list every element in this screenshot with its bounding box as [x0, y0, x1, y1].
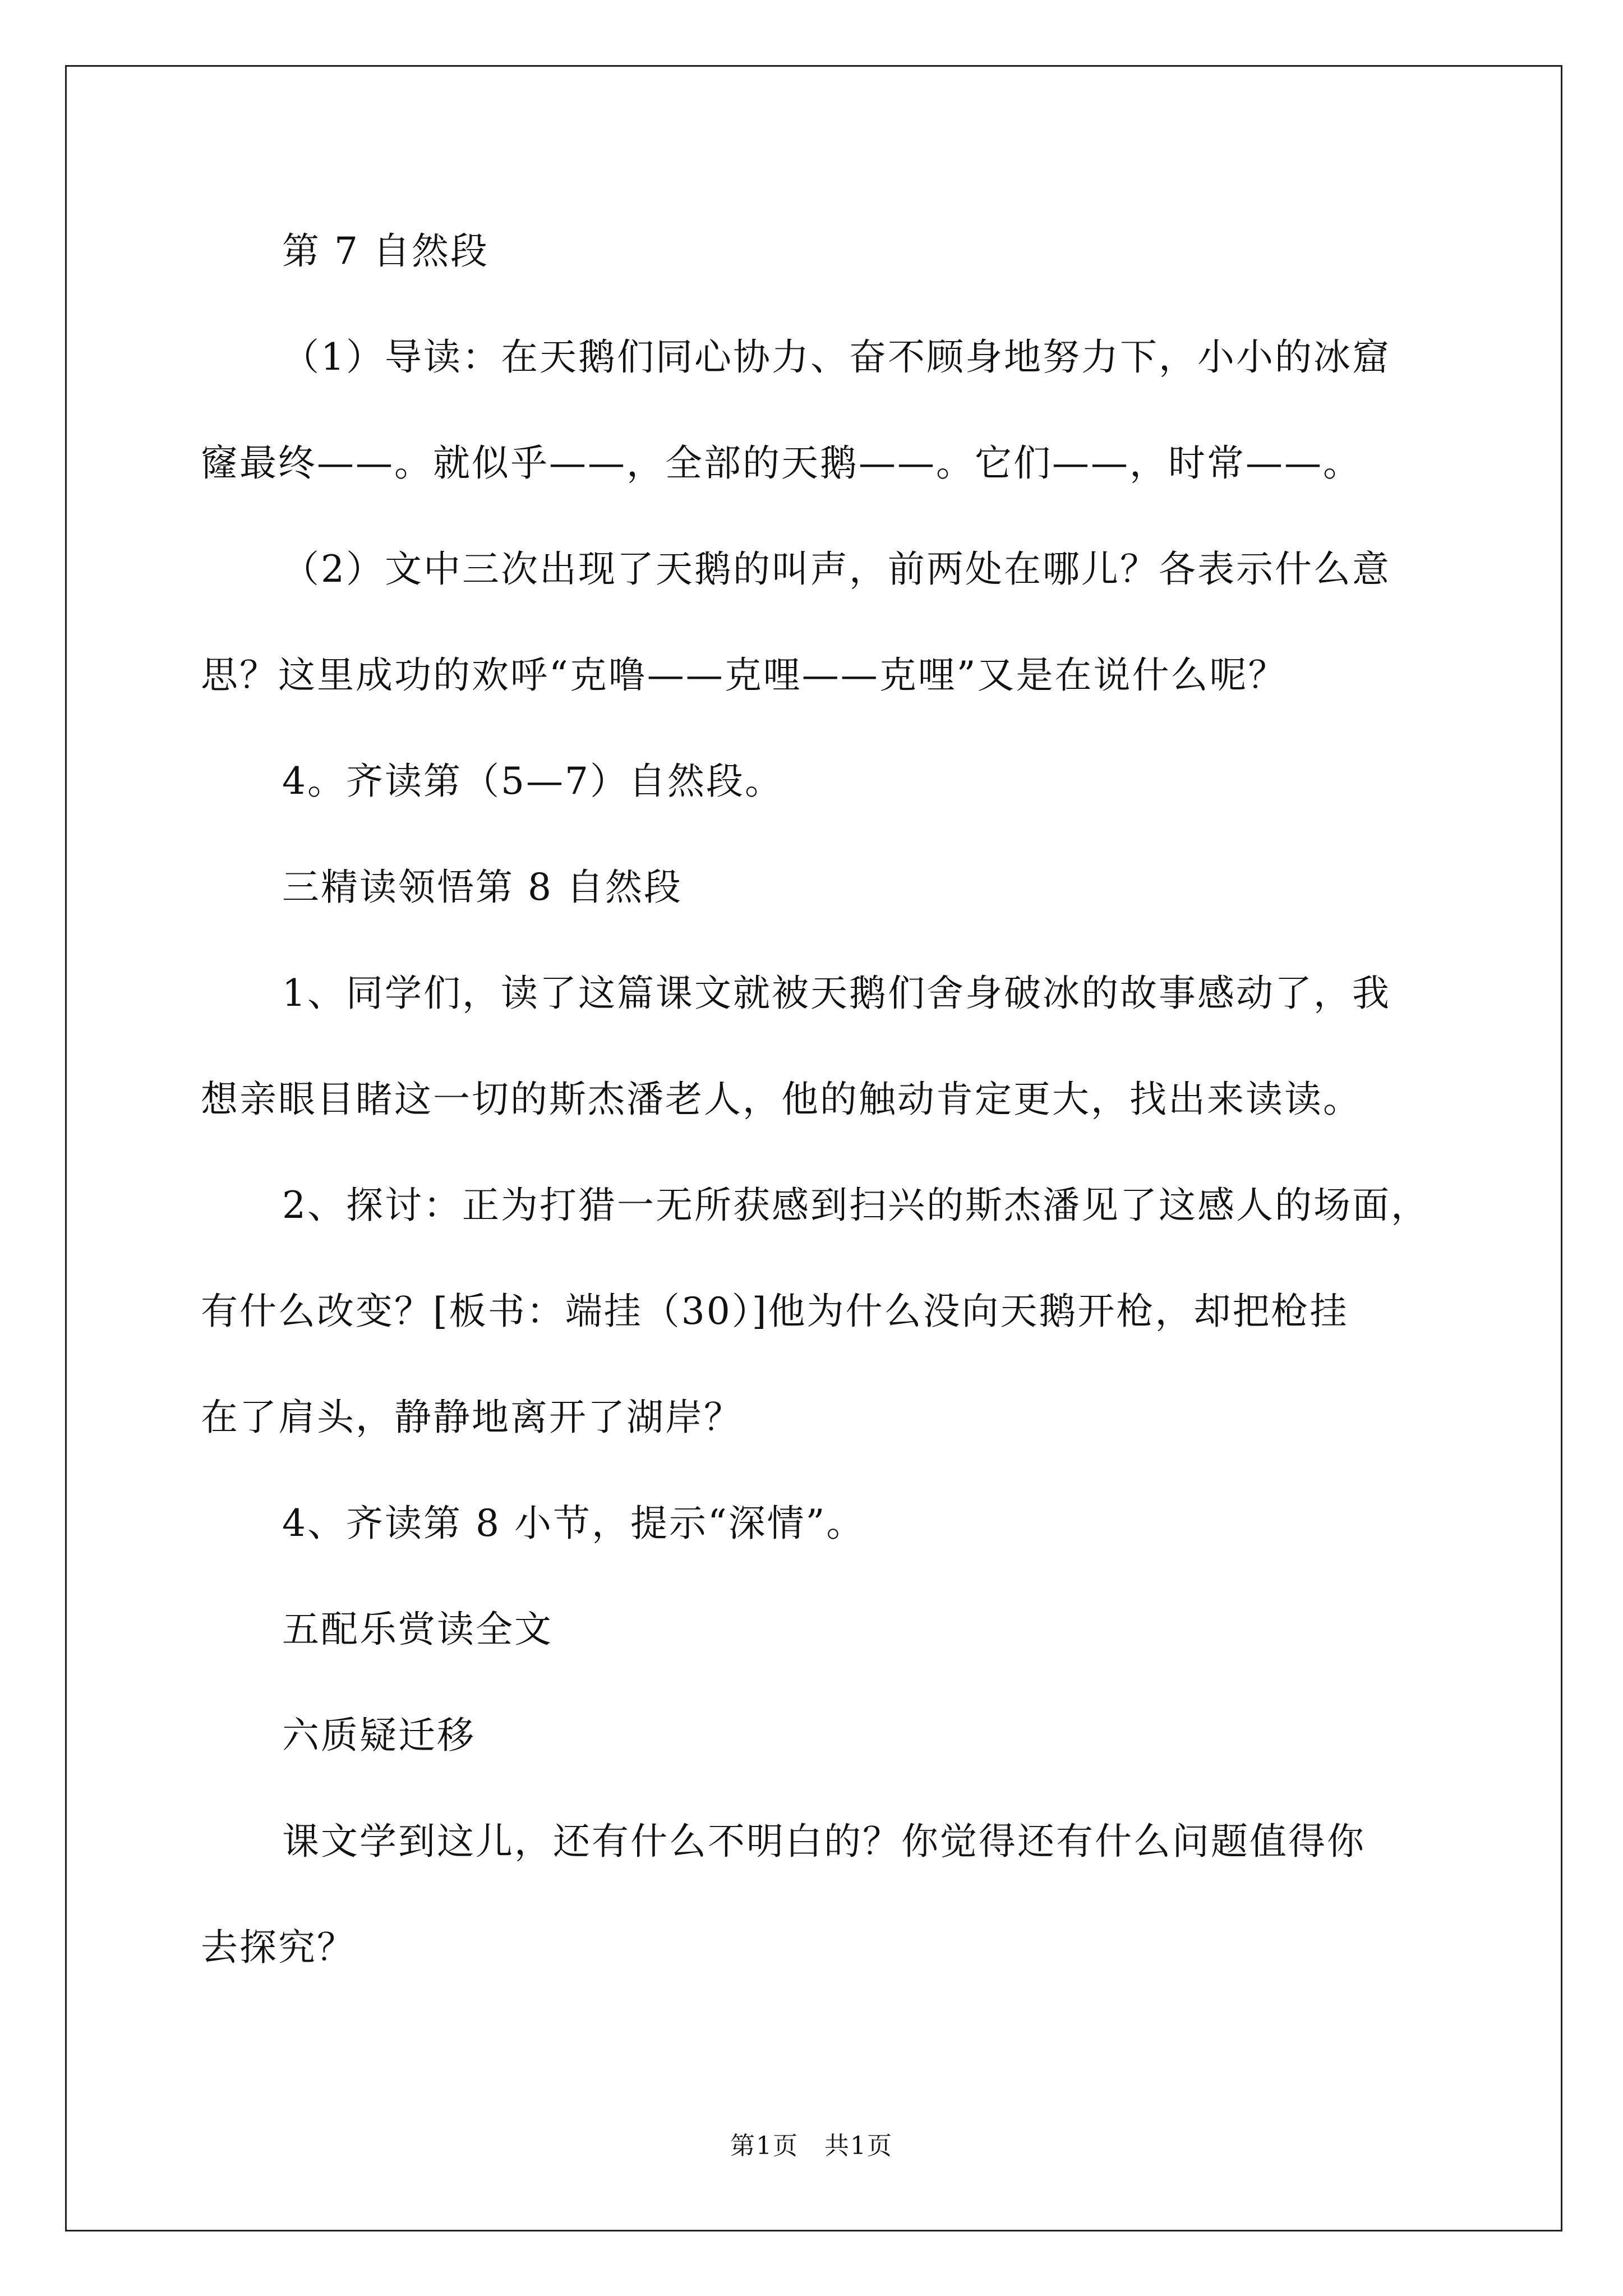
- paragraph-line: 4。齐读第（5—7）自然段。: [282, 760, 783, 803]
- paragraph-heading: 六质疑迁移: [282, 1714, 476, 1757]
- page-border: [65, 65, 1562, 2231]
- paragraph-line: （2）文中三次出现了天鹅的叫声，前两处在哪儿？各表示什么意: [282, 547, 1391, 591]
- paragraph-heading: 三精读领悟第 8 自然段: [282, 866, 683, 909]
- paragraph-line: 去探究？: [201, 1926, 356, 1969]
- paragraph-line: 思？这里成功的欢呼“克噜——克哩——克哩”又是在说什么呢？: [201, 654, 1287, 697]
- paragraph-line: 想亲眼目睹这一切的斯杰潘老人，他的触动肯定更大，找出来读读。: [201, 1078, 1362, 1121]
- page-number-footer: 第1页 共1页: [730, 2132, 893, 2160]
- paragraph-heading: 五配乐赏读全文: [282, 1608, 553, 1651]
- paragraph-line: 窿最终——。就似乎——，全部的天鹅——。它们——，时常——。: [201, 441, 1362, 485]
- paragraph-line: 有什么改变？[板书：端挂（30）]他为什么没向天鹅开枪，却把枪挂: [201, 1290, 1349, 1333]
- paragraph-heading: 第 7 自然段: [282, 229, 489, 273]
- paragraph-line: 课文学到这儿，还有什么不明白的？你觉得还有什么问题值得你: [282, 1820, 1366, 1863]
- paragraph-line: 1、同学们，读了这篇课文就被天鹅们舍身破冰的故事感动了，我: [282, 972, 1391, 1015]
- paragraph-line: 4、齐读第 8 小节，提示“深情”。: [282, 1502, 865, 1545]
- paragraph-line: （1）导读：在天鹅们同心协力、奋不顾身地努力下，小小的冰窟: [282, 335, 1391, 379]
- paragraph-line: 2、探讨：正为打猎一无所获感到扫兴的斯杰潘见了这感人的场面，: [282, 1184, 1430, 1227]
- paragraph-line: 在了肩头，静静地离开了湖岸？: [201, 1396, 743, 1439]
